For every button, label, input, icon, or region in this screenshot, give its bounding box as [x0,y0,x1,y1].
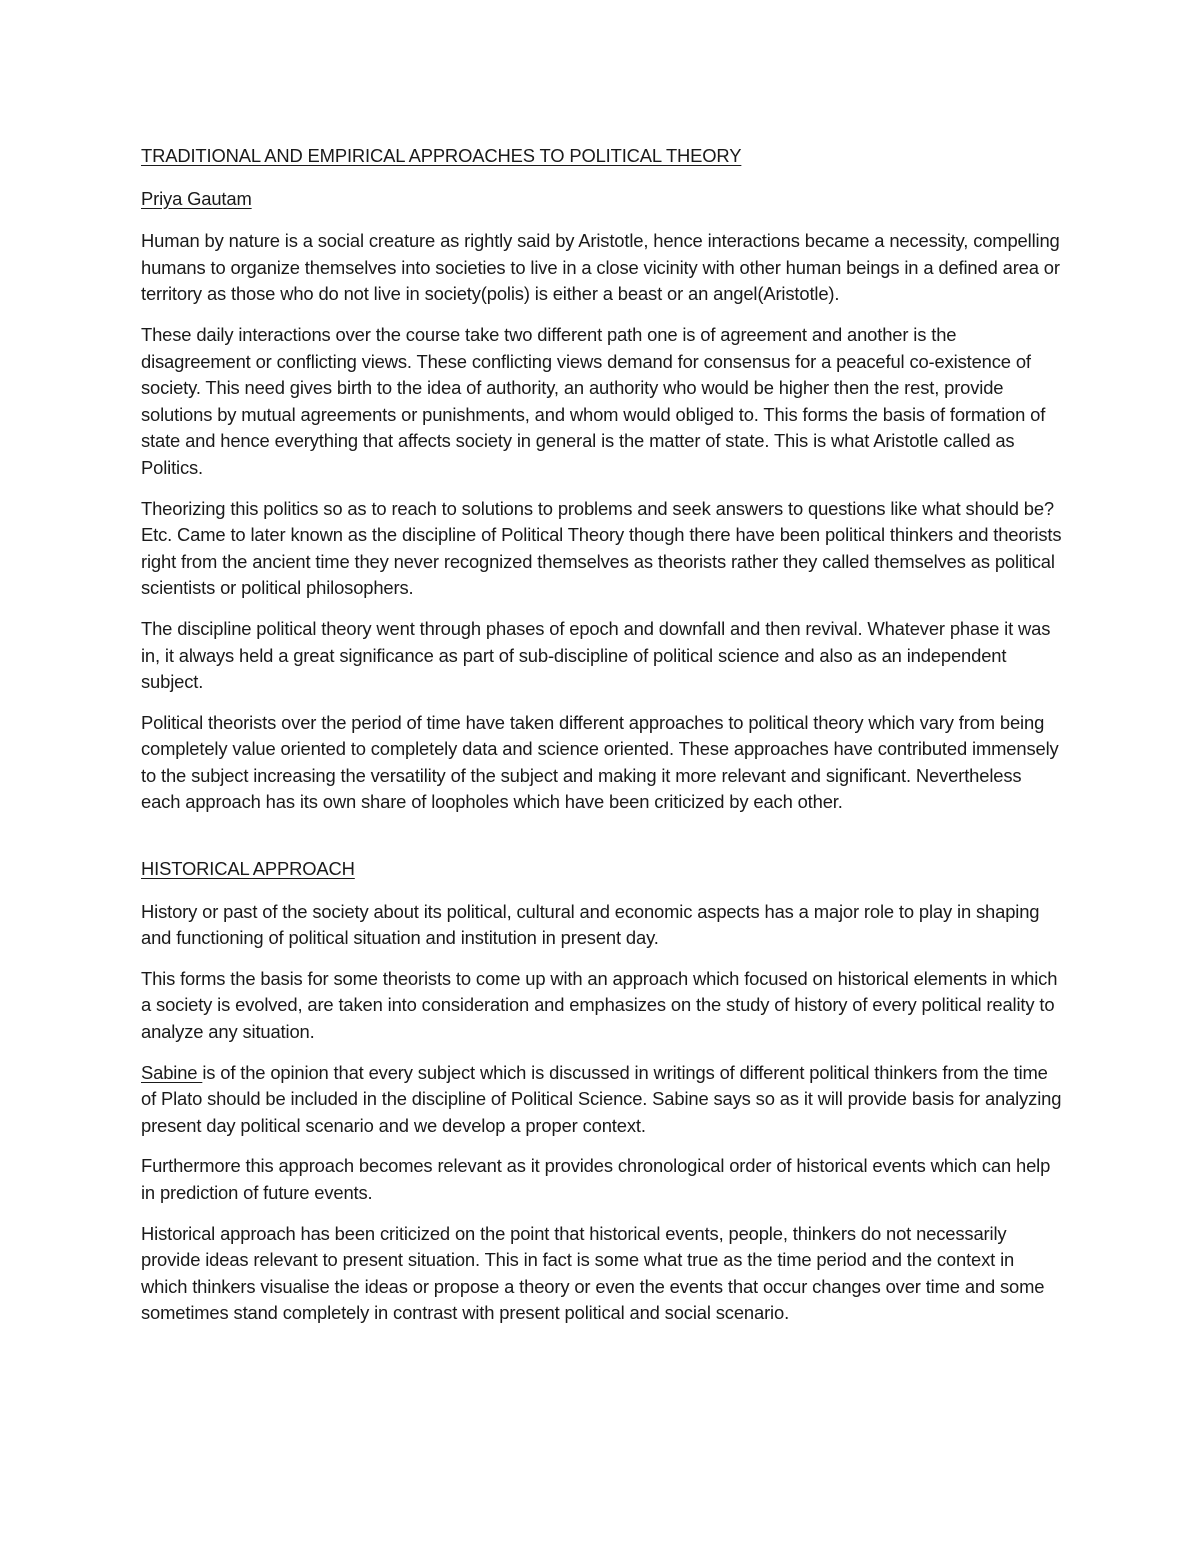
closing-paragraph-1: Furthermore this approach becomes relevant as it provides chronological order of historical events which can help in prediction of future events. [141,1155,1051,1203]
sabine-paragraph-text: is of the opinion that every subject which is discussed in writings of different political thinkers from the time of Plato should be included in the discipline of Political Science. Sabine says so as it will provide basis for analyzing present day political scenario and we develop a proper context. [141,1061,1062,1136]
sabine-paragraph [141,1060,1063,1140]
section-paragraph-1: History or past of the society about its political, cultural and economic aspects has a major role to play in shaping and functioning of political situation and institution in present day. [141,900,1040,949]
closing-paragraph-2: Historical approach has been criticized on the point that historical events, people, thinkers do not necessarily provide ideas relevant to present situation. This in fact is some what true as the time period and the context in which thinkers visualise the ideas or propose a theory or even the events that occur changes over time and some sometimes stand completely in contrast with present political and social scenario. [141,1222,1045,1324]
intro-paragraph-1: Human by nature is a social creature as rightly said by Aristotle, hence interactions became a necessity, compelling humans to organize themselves into societies to live in a close vicinity with other human beings in a defined area or territory as those who do not live in society(polis) is either a beast or an angel(Aristotle). [141,230,1060,305]
intro-paragraph-2: These daily interactions over the course take two different path one is of agreement and another is the disagreement or conflicting views. These conflicting views demand for consensus for a peaceful co-existence of society. This need gives birth to the idea of authority, an authority who would be higher then the rest, provide solutions by mutual agreements or punishments, and whom would obliged to. This forms the basis of formation of state and hence everything that affects society in general is the matter of state. This is what Aristotle called as Politics. [141,323,1046,478]
intro-paragraph-4: The discipline political theory went through phases of epoch and downfall and then revival. Whatever phase it was in, it always held a great significance as part of sub-discipline of political science and also as an independent subject. [141,617,1051,693]
document-title: TRADITIONAL AND EMPIRICAL APPROACHES TO POLITICAL THEORY [141,145,742,166]
intro-paragraph-3: Theorizing this politics so as to reach to solutions to problems and seek answers to questions like what should be? Etc. Came to later known as the discipline of Political Theory though there have been political thinkers and theorists right from the ancient time they never recognized themselves as theorists rather they called themselves as political scientists or political philosophers. [141,497,1062,599]
section-paragraph-2: This forms the basis for some theorists to come up with an approach which focused on historical elements in which a society is evolved, are taken into consideration and emphasizes on the study of history of every political reality to analyze any situation. [141,967,1058,1043]
sabine-name: Sabine [141,1061,203,1083]
intro-paragraph-5: Political theorists over the period of time have taken different approaches to political theory which vary from being completely value oriented to completely data and science oriented. These approaches have contributed immensely to the subject increasing the versatility of the subject and making it more relevant and significant. Nevertheless each approach has its own share of loopholes which have been criticized by each other. [141,711,1059,813]
author-name: Priya Gautam [141,187,252,209]
section-heading-historical-approach: HISTORICAL APPROACH [141,858,355,880]
document-page [141,143,1063,1341]
